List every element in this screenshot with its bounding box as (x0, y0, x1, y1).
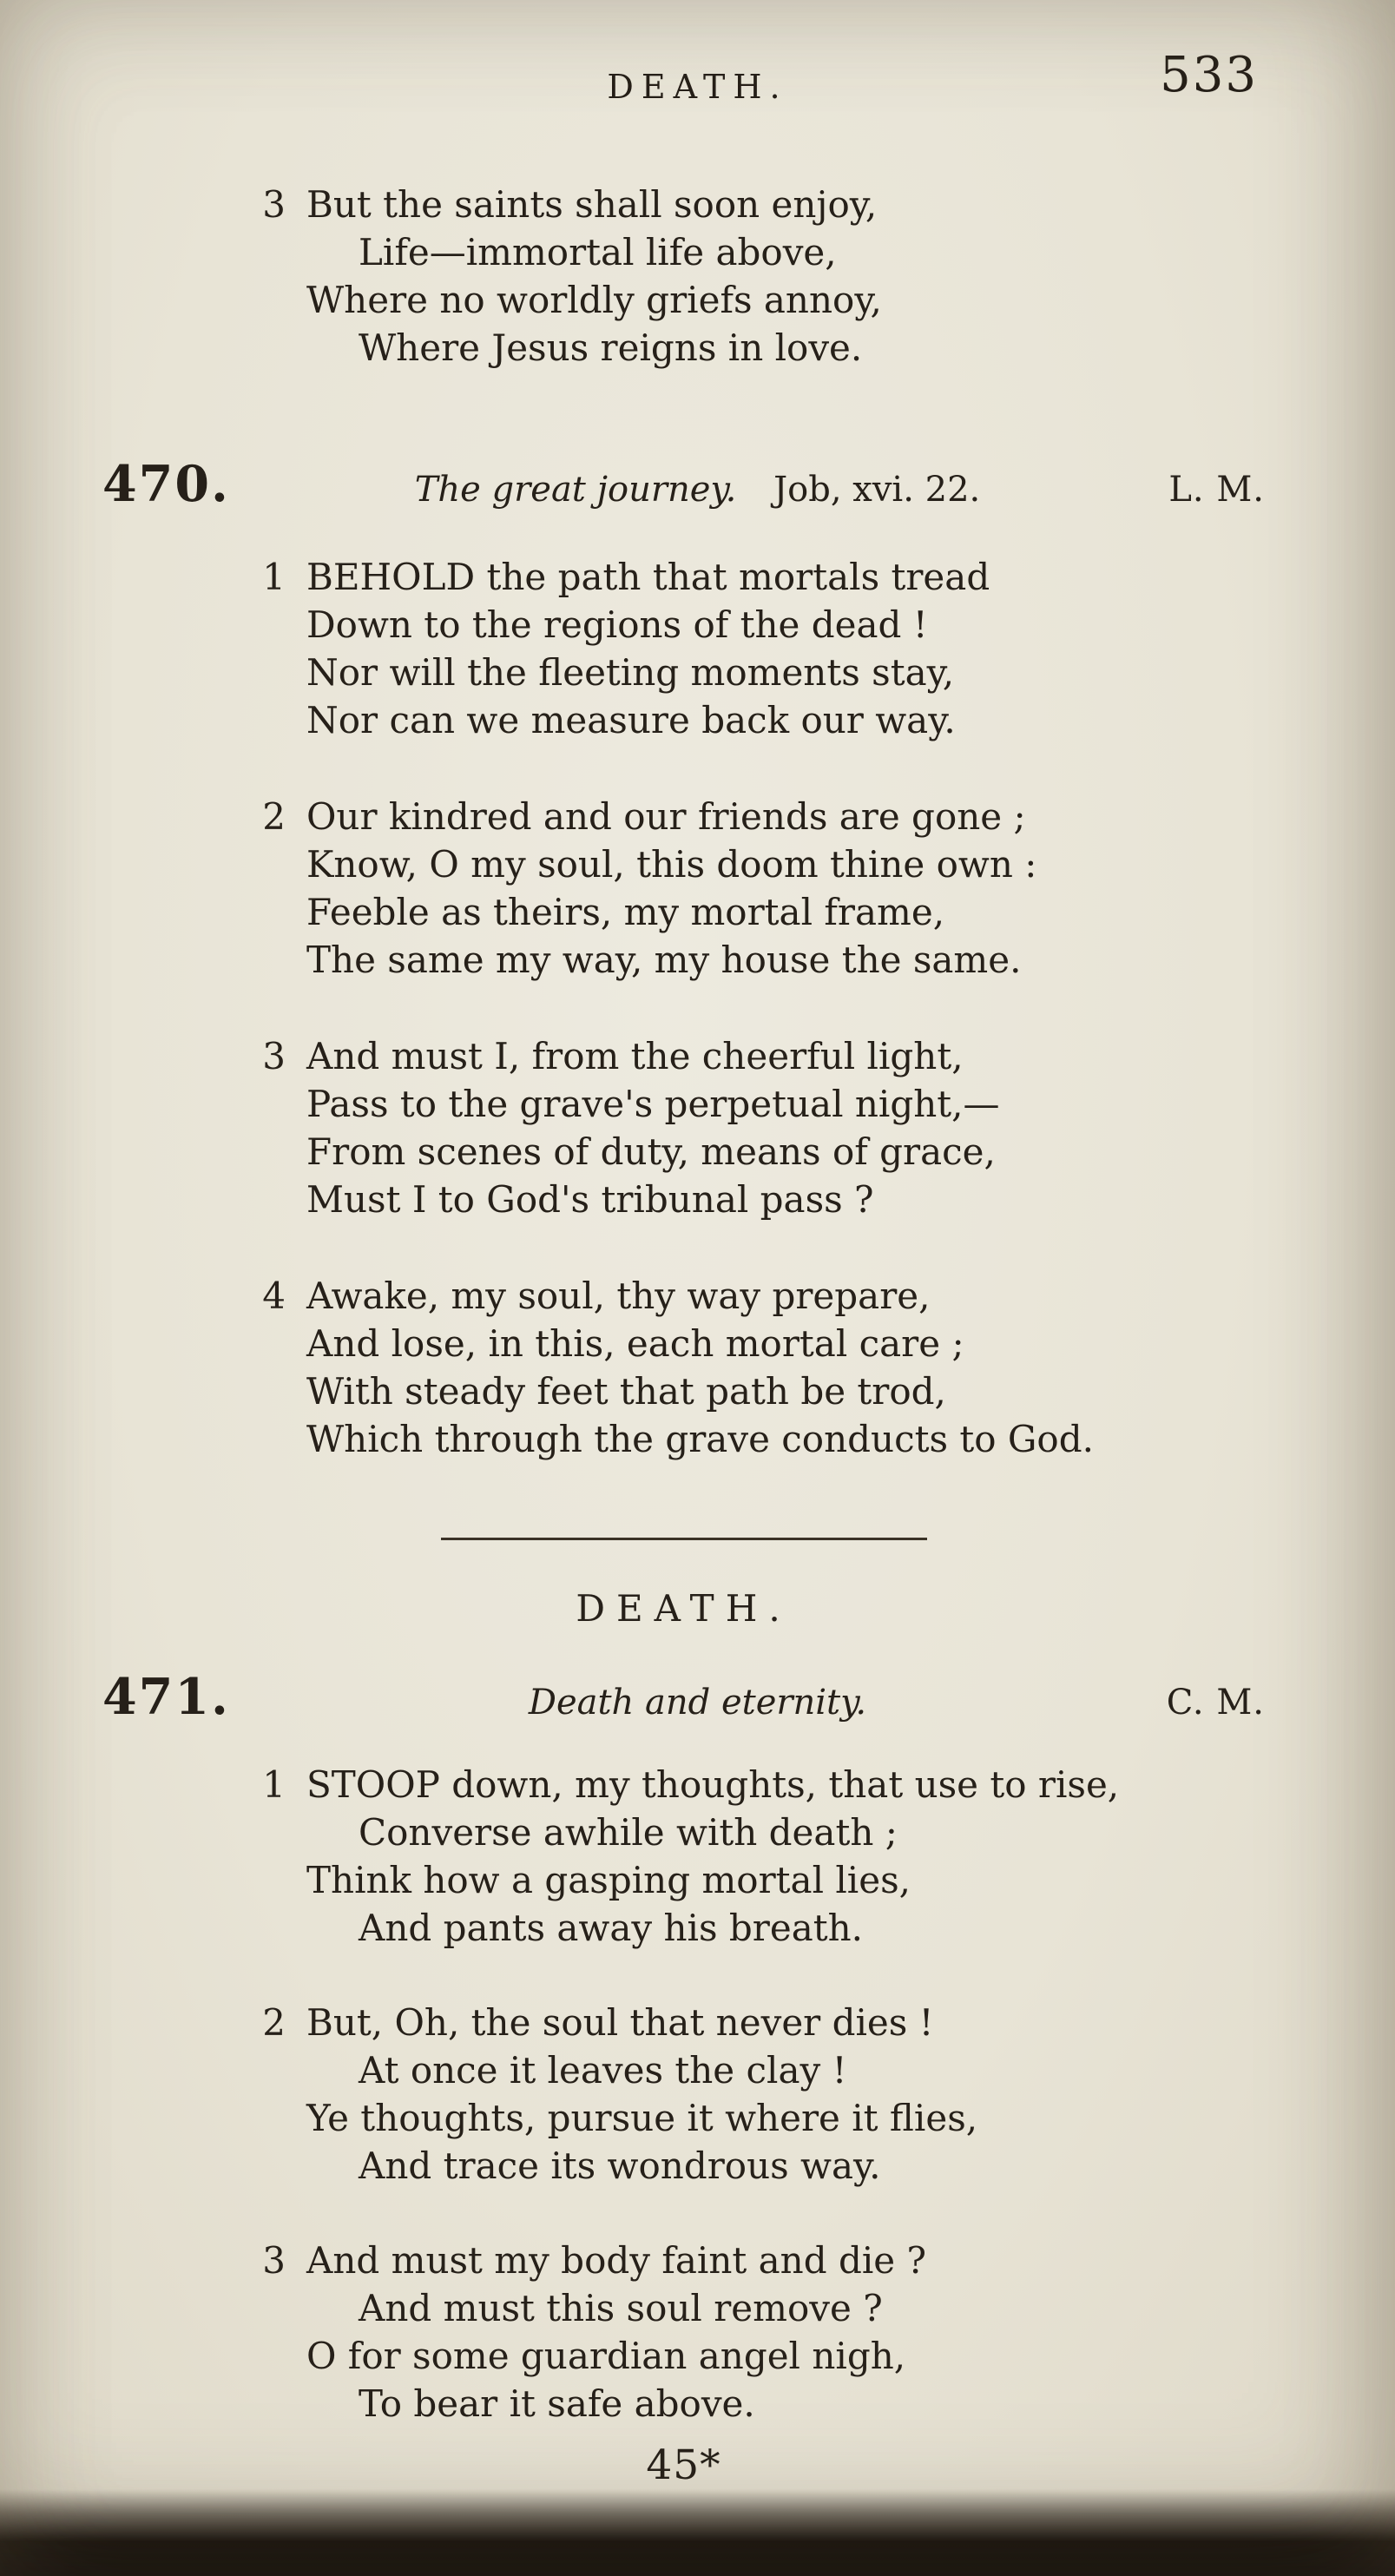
hymn-number: 471. (102, 1668, 230, 1726)
stanza-number: 3 (262, 2239, 286, 2282)
verse-line: Pass to the grave's perpetual night,— (306, 1083, 1000, 1125)
hymn-number: 470. (102, 455, 230, 513)
footer-signature: 45* (646, 2441, 721, 2489)
verse-line: To bear it safe above. (359, 2382, 755, 2425)
stanza (246, 1032, 1265, 1223)
hymn-title: Death and eternity. (528, 1683, 867, 1723)
verse-line: STOOP down, my thoughts, that use to rise, (306, 1763, 1120, 1806)
hymn-heading (102, 1668, 1265, 1726)
verse-line: Converse awhile with death ; (359, 1811, 898, 1854)
verse-line: Life—immortal life above, (359, 231, 837, 273)
verse-line: And must I, from the cheerful light, (306, 1035, 964, 1077)
verse-line: Must I to God's tribunal pass ? (306, 1178, 874, 1221)
stanza-lines (306, 2237, 1265, 2428)
verse-line: Nor will the fleeting moments stay, (306, 651, 955, 694)
verse-line: The same my way, my house the same. (306, 939, 1022, 981)
meter-label: C. M. (1166, 1683, 1265, 1723)
verse-line: Where Jesus reigns in love. (359, 326, 863, 369)
verse-line: And lose, in this, each mortal care ; (306, 1322, 964, 1365)
stanza (246, 1999, 1265, 2190)
page-content (0, 181, 1395, 2489)
verse-line: BEHOLD the path that mortals tread (306, 556, 990, 598)
scripture-reference: Job, xvi. 22. (773, 470, 981, 510)
stanza-number: 2 (262, 795, 286, 838)
stanza-lines (306, 181, 1265, 372)
verse-line: Know, O my soul, this doom thine own : (306, 843, 1037, 886)
section-heading: DEATH. (576, 1587, 792, 1630)
verse-line: Our kindred and our friends are gone ; (306, 795, 1026, 838)
verse-line: And must my body faint and die ? (306, 2239, 926, 2282)
stanza-lines (306, 1761, 1265, 1952)
stanza-lines (306, 793, 1265, 984)
stanza-lines (306, 1032, 1265, 1223)
stanza-number: 1 (262, 1763, 286, 1806)
verse-line: At once it leaves the clay ! (359, 2049, 847, 2092)
stanza-number: 3 (262, 183, 286, 226)
verse-line: And pants away his breath. (359, 1907, 864, 1949)
verse-line: But, Oh, the soul that never dies ! (306, 2001, 934, 2044)
verse-line: With steady feet that path be trod, (306, 1370, 946, 1413)
verse-line: But the saints shall soon enjoy, (306, 183, 878, 226)
hymn-title-group (234, 470, 1161, 510)
stanza (246, 793, 1265, 984)
verse-line: Awake, my soul, thy way prepare, (306, 1275, 931, 1317)
stanza-number: 1 (262, 556, 286, 598)
verse-line: Feeble as theirs, my mortal frame, (306, 891, 945, 933)
hymn-title-group (234, 1683, 1161, 1723)
verse-line: Which through the grave conducts to God. (306, 1418, 1094, 1460)
stanza (246, 1272, 1265, 1463)
verse-line: Nor can we measure back our way. (306, 699, 956, 741)
stanza-lines (306, 1999, 1265, 2190)
stanza (246, 553, 1265, 744)
stanza (246, 2237, 1265, 2428)
stanza (246, 181, 1265, 372)
stanza-lines (306, 1272, 1265, 1463)
running-title: DEATH. (607, 68, 788, 106)
meter-label: L. M. (1168, 470, 1265, 510)
stanza-number: 3 (262, 1035, 286, 1077)
hymn-title: The great journey. (414, 470, 737, 510)
verse-line: And must this soul remove ? (359, 2287, 883, 2329)
verse-line: And trace its wondrous way. (359, 2144, 881, 2187)
hymn-heading (102, 455, 1265, 513)
verse-line: O for some guardian angel nigh, (306, 2335, 906, 2377)
scan-bottom-edge (0, 2489, 1395, 2576)
page-header (0, 0, 1395, 106)
verse-line: Where no worldly griefs annoy, (306, 279, 882, 321)
page-number: 533 (1160, 47, 1258, 103)
section-divider (441, 1538, 927, 1540)
stanza (246, 1761, 1265, 1952)
verse-line: Down to the regions of the dead ! (306, 603, 928, 646)
verse-line: Ye thoughts, pursue it where it flies, (306, 2097, 978, 2139)
verse-line: From scenes of duty, means of grace, (306, 1130, 996, 1173)
stanza-number: 2 (262, 2001, 286, 2044)
stanza-lines (306, 553, 1265, 744)
verse-line: Think how a gasping mortal lies, (306, 1859, 911, 1901)
stanza-number: 4 (262, 1275, 286, 1317)
